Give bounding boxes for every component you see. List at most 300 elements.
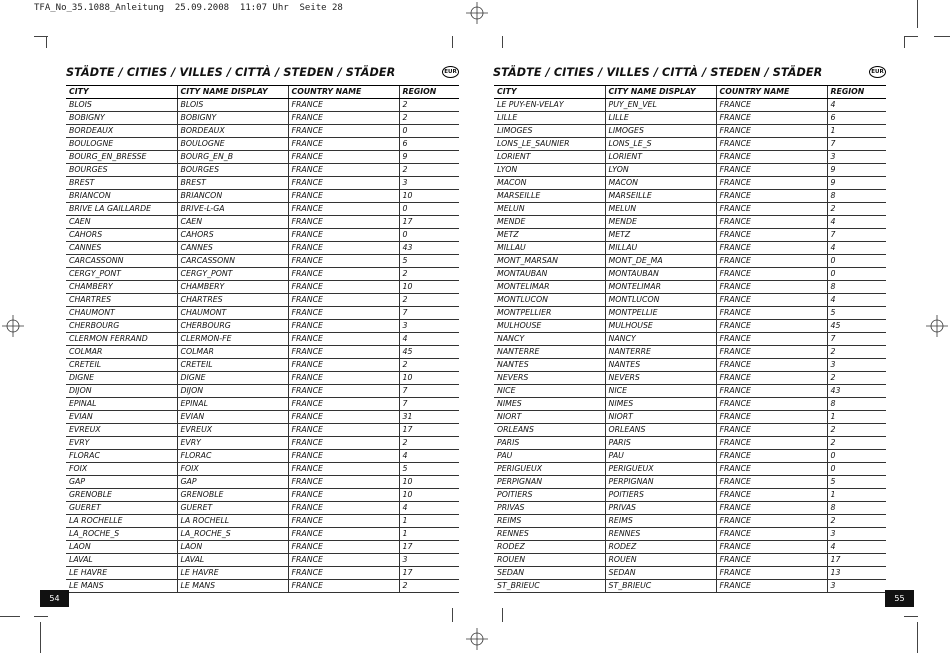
city-name-display-cell: CHARTRES (177, 294, 288, 307)
country-name-cell: FRANCE (716, 164, 827, 177)
city-cell: LAVAL (66, 554, 177, 567)
country-name-cell: FRANCE (716, 489, 827, 502)
city-name-display-cell: FOIX (177, 463, 288, 476)
city-cell: LONS_LE_SAUNIER (494, 138, 605, 151)
region-cell: 7 (399, 307, 459, 320)
city-cell: NIMES (494, 398, 605, 411)
city-name-display-cell: MENDE (605, 216, 716, 229)
city-cell: LE PUY-EN-VELAY (494, 99, 605, 112)
city-name-display-cell: LA_ROCHE_S (177, 528, 288, 541)
city-cell: ROUEN (494, 554, 605, 567)
city-cell: FOIX (66, 463, 177, 476)
table-row (494, 541, 886, 554)
country-name-cell: FRANCE (716, 359, 827, 372)
table-row (66, 307, 459, 320)
table-row (66, 151, 459, 164)
table-row (66, 489, 459, 502)
country-name-cell: FRANCE (288, 307, 399, 320)
country-name-cell: FRANCE (716, 242, 827, 255)
table-row (494, 580, 886, 593)
city-name-display-cell: CANNES (177, 242, 288, 255)
city-cell: CHAUMONT (66, 307, 177, 320)
city-cell: CHERBOURG (66, 320, 177, 333)
table-row (66, 229, 459, 242)
city-name-display-cell: MACON (605, 177, 716, 190)
crop-mark (934, 36, 950, 37)
city-cell: MONTAUBAN (494, 268, 605, 281)
country-name-cell: FRANCE (716, 268, 827, 281)
region-cell: 1 (827, 489, 886, 502)
table-row (66, 112, 459, 125)
region-cell: 6 (827, 112, 886, 125)
table-row (66, 125, 459, 138)
crop-mark (904, 36, 918, 37)
region-cell: 4 (827, 294, 886, 307)
country-name-cell: FRANCE (288, 164, 399, 177)
city-cell: FLORAC (66, 450, 177, 463)
city-name-display-cell: BRIANCON (177, 190, 288, 203)
city-cell: MACON (494, 177, 605, 190)
country-name-cell: FRANCE (288, 138, 399, 151)
region-cell: 4 (399, 333, 459, 346)
table-row (494, 502, 886, 515)
country-name-cell: FRANCE (716, 554, 827, 567)
city-name-display-cell: RENNES (605, 528, 716, 541)
country-name-cell: FRANCE (288, 424, 399, 437)
country-name-cell: FRANCE (288, 489, 399, 502)
city-name-display-cell: NIORT (605, 411, 716, 424)
city-cell: CAEN (66, 216, 177, 229)
city-cell: MONTELIMAR (494, 281, 605, 294)
region-cell: 10 (399, 190, 459, 203)
country-name-cell: FRANCE (288, 333, 399, 346)
city-cell: ORLEANS (494, 424, 605, 437)
table-row (66, 385, 459, 398)
table-row (494, 320, 886, 333)
city-cell: MULHOUSE (494, 320, 605, 333)
country-name-cell: FRANCE (716, 411, 827, 424)
table-row (66, 333, 459, 346)
city-name-display-cell: CARCASSONN (177, 255, 288, 268)
region-cell: 17 (399, 216, 459, 229)
city-name-display-cell: MONTLUCON (605, 294, 716, 307)
city-name-display-cell: NIMES (605, 398, 716, 411)
table-row (494, 112, 886, 125)
country-name-cell: FRANCE (288, 372, 399, 385)
country-name-cell: FRANCE (716, 450, 827, 463)
region-cell: 8 (827, 281, 886, 294)
registration-mark-right (926, 315, 948, 337)
country-name-cell: FRANCE (288, 112, 399, 125)
country-name-cell: FRANCE (716, 229, 827, 242)
table-row (66, 515, 459, 528)
country-name-cell: FRANCE (288, 554, 399, 567)
region-cell: 9 (827, 164, 886, 177)
city-name-display-cell: ORLEANS (605, 424, 716, 437)
table-row (494, 307, 886, 320)
region-cell: 3 (399, 554, 459, 567)
table-row (66, 424, 459, 437)
region-cell: 3 (827, 359, 886, 372)
city-name-display-cell: NEVERS (605, 372, 716, 385)
region-cell: 2 (399, 99, 459, 112)
city-name-display-cell: MONTAUBAN (605, 268, 716, 281)
city-cell: EVIAN (66, 411, 177, 424)
city-name-display-cell: DIJON (177, 385, 288, 398)
country-name-cell: FRANCE (716, 515, 827, 528)
city-cell: LILLE (494, 112, 605, 125)
table-row (494, 476, 886, 489)
city-name-display-cell: RODEZ (605, 541, 716, 554)
city-name-display-cell: BREST (177, 177, 288, 190)
table-row (494, 359, 886, 372)
country-name-cell: FRANCE (288, 346, 399, 359)
city-cell: BLOIS (66, 99, 177, 112)
crop-mark (502, 608, 503, 622)
table-row (494, 216, 886, 229)
page-number: 55 (885, 590, 914, 607)
region-cell: 17 (827, 554, 886, 567)
crop-mark (46, 36, 47, 48)
region-cell: 1 (827, 411, 886, 424)
region-cell: 2 (399, 580, 459, 593)
region-cell: 9 (399, 151, 459, 164)
region-cell: 2 (827, 515, 886, 528)
country-name-cell: FRANCE (288, 385, 399, 398)
country-name-cell: FRANCE (716, 190, 827, 203)
city-name-display-cell: CLERMON-FE (177, 333, 288, 346)
city-name-display-cell: BOURG_EN_B (177, 151, 288, 164)
city-cell: BREST (66, 177, 177, 190)
table-row (66, 216, 459, 229)
city-name-display-cell: NANCY (605, 333, 716, 346)
crop-mark (452, 608, 453, 622)
table-row (66, 398, 459, 411)
country-name-cell: FRANCE (716, 320, 827, 333)
country-name-cell: FRANCE (716, 346, 827, 359)
region-cell: 2 (827, 424, 886, 437)
city-cell: MONTLUCON (494, 294, 605, 307)
country-name-cell: FRANCE (716, 372, 827, 385)
city-cell: LE HAVRE (66, 567, 177, 580)
table-row (494, 372, 886, 385)
table-row (494, 125, 886, 138)
region-cell: 2 (827, 203, 886, 216)
country-name-cell: FRANCE (288, 476, 399, 489)
city-cell: ST_BRIEUC (494, 580, 605, 593)
city-table (66, 85, 459, 593)
city-cell: GUERET (66, 502, 177, 515)
city-cell: LA ROCHELLE (66, 515, 177, 528)
city-name-display-cell: CHAUMONT (177, 307, 288, 320)
country-name-cell: FRANCE (716, 216, 827, 229)
table-row (494, 281, 886, 294)
city-name-display-cell: BOURGES (177, 164, 288, 177)
city-cell: NANTERRE (494, 346, 605, 359)
city-cell: METZ (494, 229, 605, 242)
table-row (494, 346, 886, 359)
region-cell: 7 (827, 333, 886, 346)
region-cell: 13 (827, 567, 886, 580)
city-cell: GRENOBLE (66, 489, 177, 502)
city-name-display-cell: METZ (605, 229, 716, 242)
city-cell: LIMOGES (494, 125, 605, 138)
city-name-display-cell: EPINAL (177, 398, 288, 411)
region-cell: 0 (827, 463, 886, 476)
table-row (494, 203, 886, 216)
region-cell: 2 (399, 359, 459, 372)
region-cell: 5 (827, 476, 886, 489)
region-cell: 8 (827, 398, 886, 411)
column-header-city: CITY (494, 86, 605, 99)
table-row (66, 541, 459, 554)
city-cell: NICE (494, 385, 605, 398)
city-cell: CHARTRES (66, 294, 177, 307)
country-name-cell: FRANCE (288, 541, 399, 554)
region-cell: 10 (399, 489, 459, 502)
city-cell: GAP (66, 476, 177, 489)
city-cell: MARSEILLE (494, 190, 605, 203)
city-name-display-cell: EVREUX (177, 424, 288, 437)
country-name-cell: FRANCE (288, 528, 399, 541)
country-name-cell: FRANCE (288, 151, 399, 164)
table-row (66, 567, 459, 580)
city-cell: MENDE (494, 216, 605, 229)
region-cell: 4 (827, 541, 886, 554)
region-cell: 31 (399, 411, 459, 424)
country-name-cell: FRANCE (288, 294, 399, 307)
registration-mark-bottom (466, 628, 488, 650)
country-name-cell: FRANCE (716, 177, 827, 190)
city-cell: NANTES (494, 359, 605, 372)
table-row (494, 515, 886, 528)
table-row (66, 528, 459, 541)
city-name-display-cell: LYON (605, 164, 716, 177)
column-header-city-name-display: CITY NAME DISPLAY (605, 86, 716, 99)
crop-mark (452, 36, 453, 48)
city-name-display-cell: FLORAC (177, 450, 288, 463)
region-cell: 4 (827, 242, 886, 255)
city-name-display-cell: EVRY (177, 437, 288, 450)
city-cell: LE MANS (66, 580, 177, 593)
city-name-display-cell: REIMS (605, 515, 716, 528)
city-cell: CRETEIL (66, 359, 177, 372)
city-cell: BORDEAUX (66, 125, 177, 138)
table-row (494, 138, 886, 151)
region-cell: 3 (399, 177, 459, 190)
city-name-display-cell: LORIENT (605, 151, 716, 164)
city-name-display-cell: LE MANS (177, 580, 288, 593)
table-row (66, 411, 459, 424)
city-cell: EPINAL (66, 398, 177, 411)
table-row (494, 177, 886, 190)
country-name-cell: FRANCE (288, 125, 399, 138)
city-name-display-cell: NICE (605, 385, 716, 398)
city-cell: CARCASSONN (66, 255, 177, 268)
table-row (66, 177, 459, 190)
city-cell: EVREUX (66, 424, 177, 437)
region-cell: 0 (399, 229, 459, 242)
region-cell: 1 (399, 515, 459, 528)
crop-mark (0, 616, 20, 617)
table-row (66, 203, 459, 216)
registration-mark-top (466, 2, 488, 24)
country-name-cell: FRANCE (288, 463, 399, 476)
city-name-display-cell: BLOIS (177, 99, 288, 112)
country-name-cell: FRANCE (288, 515, 399, 528)
registration-mark-left (2, 315, 24, 337)
page-number: 54 (40, 590, 69, 607)
table-row (494, 437, 886, 450)
country-name-cell: FRANCE (716, 385, 827, 398)
city-name-display-cell: LILLE (605, 112, 716, 125)
city-cell: CERGY_PONT (66, 268, 177, 281)
city-cell: MONT_MARSAN (494, 255, 605, 268)
country-name-cell: FRANCE (288, 502, 399, 515)
city-name-display-cell: MONT_DE_MA (605, 255, 716, 268)
table-row (66, 294, 459, 307)
table-row (66, 346, 459, 359)
region-cell: 1 (399, 528, 459, 541)
region-cell: 3 (827, 580, 886, 593)
city-cell: LAON (66, 541, 177, 554)
print-slug: TFA_No_35.1088_Anleitung 25.09.2008 11:07 Uhr Seite 28 (34, 3, 343, 13)
city-table (494, 85, 886, 593)
city-cell: PARIS (494, 437, 605, 450)
country-name-cell: FRANCE (288, 255, 399, 268)
region-cell: 8 (827, 190, 886, 203)
city-name-display-cell: CAEN (177, 216, 288, 229)
country-name-cell: FRANCE (716, 502, 827, 515)
table-row (66, 372, 459, 385)
page-heading: STÄDTE / CITIES / VILLES / CITTÀ / STEDEN / STÄDER (493, 66, 823, 79)
table-row (66, 281, 459, 294)
crop-mark (904, 36, 905, 48)
city-name-display-cell: CAHORS (177, 229, 288, 242)
city-name-display-cell: CHERBOURG (177, 320, 288, 333)
table-row (66, 554, 459, 567)
region-cell: 4 (399, 450, 459, 463)
city-cell: BRIVE LA GAILLARDE (66, 203, 177, 216)
table-row (494, 164, 886, 177)
country-name-cell: FRANCE (716, 112, 827, 125)
city-name-display-cell: POITIERS (605, 489, 716, 502)
city-name-display-cell: PERIGUEUX (605, 463, 716, 476)
region-cell: 7 (399, 385, 459, 398)
region-cell: 43 (399, 242, 459, 255)
region-cell: 2 (399, 112, 459, 125)
country-name-cell: FRANCE (716, 99, 827, 112)
city-name-display-cell: ROUEN (605, 554, 716, 567)
table-row (66, 359, 459, 372)
region-cell: 3 (827, 528, 886, 541)
crop-mark (40, 622, 41, 653)
city-cell: PERPIGNAN (494, 476, 605, 489)
table-row (494, 489, 886, 502)
table-row (66, 450, 459, 463)
city-name-display-cell: LE HAVRE (177, 567, 288, 580)
country-name-cell: FRANCE (288, 567, 399, 580)
eur-badge: EUR (869, 66, 886, 78)
city-cell: NANCY (494, 333, 605, 346)
region-cell: 5 (399, 255, 459, 268)
city-name-display-cell: EVIAN (177, 411, 288, 424)
country-name-cell: FRANCE (288, 203, 399, 216)
region-cell: 2 (399, 294, 459, 307)
page-heading: STÄDTE / CITIES / VILLES / CITTÀ / STEDEN / STÄDER (66, 66, 396, 79)
city-cell: RENNES (494, 528, 605, 541)
region-cell: 8 (827, 502, 886, 515)
city-name-display-cell: CERGY_PONT (177, 268, 288, 281)
city-name-display-cell: CHAMBERY (177, 281, 288, 294)
country-name-cell: FRANCE (288, 450, 399, 463)
city-cell: BOBIGNY (66, 112, 177, 125)
city-cell: CLERMON FERRAND (66, 333, 177, 346)
city-cell: SEDAN (494, 567, 605, 580)
city-name-display-cell: CRETEIL (177, 359, 288, 372)
city-cell: EVRY (66, 437, 177, 450)
region-cell: 1 (827, 125, 886, 138)
table-row (66, 164, 459, 177)
country-name-cell: FRANCE (716, 541, 827, 554)
country-name-cell: FRANCE (716, 255, 827, 268)
city-name-display-cell: NANTERRE (605, 346, 716, 359)
city-name-display-cell: GUERET (177, 502, 288, 515)
country-name-cell: FRANCE (716, 567, 827, 580)
eur-badge: EUR (442, 66, 459, 78)
table-row (494, 294, 886, 307)
country-name-cell: FRANCE (716, 424, 827, 437)
country-name-cell: FRANCE (716, 125, 827, 138)
city-name-display-cell: BRIVE-L-GA (177, 203, 288, 216)
region-cell: 17 (399, 541, 459, 554)
table-row (494, 385, 886, 398)
region-cell: 17 (399, 424, 459, 437)
table-row (494, 255, 886, 268)
table-row (494, 528, 886, 541)
country-name-cell: FRANCE (716, 437, 827, 450)
city-cell: PERIGUEUX (494, 463, 605, 476)
table-row (66, 268, 459, 281)
city-cell: LORIENT (494, 151, 605, 164)
city-name-display-cell: GAP (177, 476, 288, 489)
city-name-display-cell: MONTELIMAR (605, 281, 716, 294)
region-cell: 0 (827, 450, 886, 463)
column-header-region: REGION (399, 86, 459, 99)
city-name-display-cell: LIMOGES (605, 125, 716, 138)
region-cell: 5 (399, 463, 459, 476)
city-name-display-cell: COLMAR (177, 346, 288, 359)
table-row (494, 268, 886, 281)
city-name-display-cell: LA ROCHELL (177, 515, 288, 528)
city-name-display-cell: PARIS (605, 437, 716, 450)
column-header-country-name: COUNTRY NAME (716, 86, 827, 99)
table-row (494, 424, 886, 437)
city-name-display-cell: SEDAN (605, 567, 716, 580)
city-name-display-cell: MONTPELLIE (605, 307, 716, 320)
table-row (66, 138, 459, 151)
region-cell: 3 (399, 320, 459, 333)
country-name-cell: FRANCE (716, 580, 827, 593)
city-name-display-cell: MELUN (605, 203, 716, 216)
region-cell: 0 (827, 268, 886, 281)
city-cell: NEVERS (494, 372, 605, 385)
table-row (494, 99, 886, 112)
city-cell: REIMS (494, 515, 605, 528)
city-cell: LYON (494, 164, 605, 177)
city-cell: BOURGES (66, 164, 177, 177)
country-name-cell: FRANCE (716, 307, 827, 320)
